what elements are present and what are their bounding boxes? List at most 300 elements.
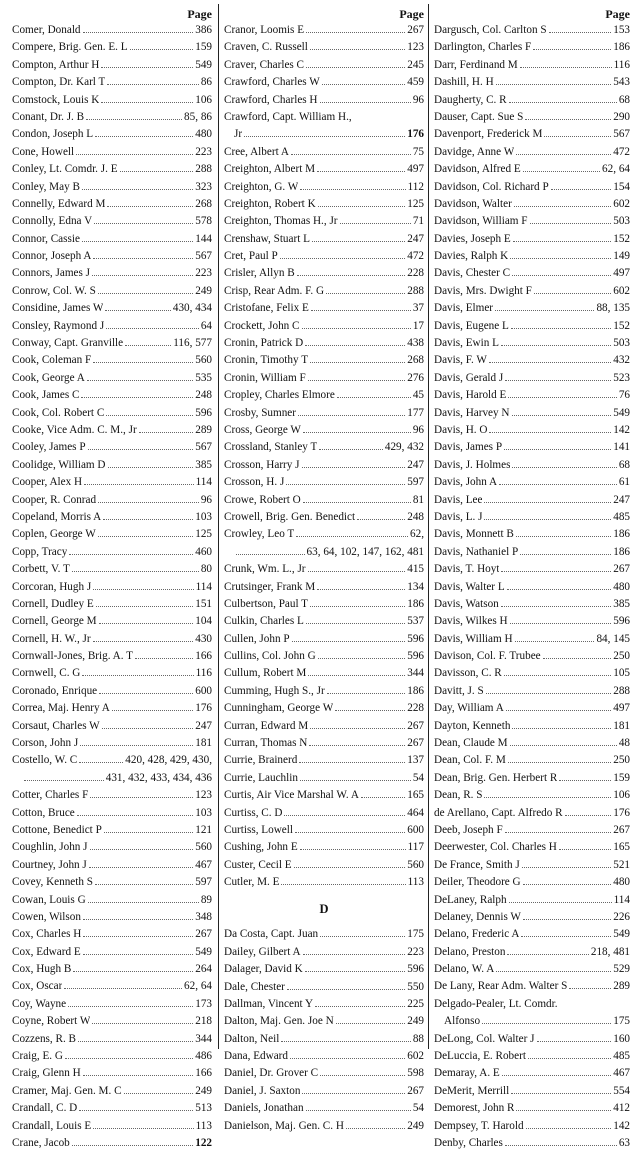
entry-page-number: 596	[407, 963, 424, 976]
index-entry	[224, 161, 424, 178]
entry-page-number: 186	[613, 528, 630, 541]
entry-name: Creighton, Albert M	[224, 163, 316, 176]
index-entry	[434, 1031, 630, 1048]
entry-page-number: 386	[195, 24, 212, 36]
entry-name: Cotton, Bruce	[12, 806, 75, 819]
dot-leader	[291, 154, 411, 155]
dot-leader	[83, 32, 194, 33]
entry-name: Crawford, Charles W	[224, 76, 320, 89]
index-entry	[224, 74, 424, 91]
entry-name: Cronin, Patrick D	[224, 337, 304, 350]
index-entry	[12, 387, 212, 404]
index-entry	[434, 109, 630, 126]
index-entry	[434, 926, 630, 943]
dot-leader	[92, 275, 193, 276]
entry-page-number: 567	[195, 441, 212, 454]
index-entry	[434, 422, 630, 439]
dot-leader	[310, 606, 405, 607]
index-entry	[434, 978, 630, 995]
index-entry	[224, 1048, 424, 1065]
index-entry	[434, 39, 630, 56]
entry-page-number: 181	[195, 737, 212, 750]
entry-page-number: 267	[195, 928, 212, 941]
entry-name: Conley, Lt. Comdr. J. E	[12, 163, 118, 176]
entry-page-number: 420, 428, 429, 430,	[125, 754, 212, 767]
index-entry	[224, 874, 424, 891]
dot-leader	[306, 1110, 411, 1111]
entry-name: Cone, Howell	[12, 145, 75, 158]
entry-name: DeLaney, Ralph	[434, 893, 507, 906]
dot-leader	[320, 936, 405, 937]
dot-leader	[320, 1075, 405, 1076]
entry-name: Davidge, Anne W	[434, 145, 515, 158]
entry-name: Connelly, Edward M	[12, 197, 106, 210]
entry-name: Craig, Glenn H	[12, 1067, 81, 1080]
entry-name: Davisson, C. R	[434, 667, 502, 680]
dot-leader	[523, 919, 611, 920]
entry-page-number: 267	[407, 24, 424, 36]
dot-leader	[559, 849, 611, 850]
dot-leader	[306, 67, 405, 68]
entry-name: Cozzens, R. B	[12, 1032, 77, 1045]
entry-page-number: 412	[613, 1102, 630, 1115]
dot-leader	[300, 189, 405, 190]
entry-page-number: 529	[613, 963, 630, 976]
index-entry	[434, 74, 630, 91]
entry-page-number: 76	[618, 389, 630, 402]
entry-page-number: 344	[407, 667, 424, 680]
entry-name: Davis, Elmer	[434, 302, 494, 315]
dot-leader	[504, 675, 611, 676]
dot-leader	[326, 293, 405, 294]
index-entry	[12, 213, 212, 230]
index-entry	[224, 770, 424, 787]
entry-page-number: 116, 577	[173, 337, 212, 350]
entry-page-number: 248	[195, 389, 212, 402]
index-entry	[12, 422, 212, 439]
dot-leader	[300, 849, 406, 850]
entry-page-number: 63, 64, 102, 147, 162, 481	[306, 545, 424, 558]
dot-leader	[551, 189, 612, 190]
entry-page-number: 472	[613, 145, 630, 158]
index-entry	[224, 196, 424, 213]
dot-leader	[537, 1041, 612, 1042]
dot-leader	[83, 1075, 194, 1076]
entry-page-number: 117	[407, 841, 424, 854]
index-entry	[434, 579, 630, 596]
dot-leader	[515, 641, 595, 642]
entry-name: Curtiss, Lowell	[224, 823, 293, 836]
dot-leader	[361, 797, 405, 798]
entry-page-number: 249	[195, 1084, 212, 1097]
entry-name: Compere, Brig. Gen. E. L	[12, 41, 128, 54]
entry-name: Davis, Ewin L	[434, 337, 499, 350]
dot-leader	[299, 762, 405, 763]
entry-name: Conant, Dr. J. B	[12, 110, 85, 123]
entry-name: Demaray, A. E	[434, 1067, 500, 1080]
dot-leader	[508, 397, 616, 398]
index-entry	[434, 300, 630, 317]
dot-leader	[72, 571, 199, 572]
index-entry	[12, 405, 212, 422]
entry-page-number: 144	[195, 232, 212, 245]
dot-leader	[83, 919, 193, 920]
index-entry	[224, 474, 424, 491]
entry-page-number: 223	[407, 945, 424, 958]
entry-page-number: 503	[613, 215, 630, 228]
dot-leader	[96, 606, 194, 607]
entry-name: Currie, Brainerd	[224, 754, 298, 767]
index-entry	[12, 961, 212, 978]
entry-page-number: 122	[195, 1137, 212, 1149]
index-entry	[12, 857, 212, 874]
dot-leader	[336, 1023, 406, 1024]
entry-name: Cottone, Benedict P	[12, 823, 102, 836]
index-entry	[434, 1100, 630, 1117]
index-entry	[434, 805, 630, 822]
entry-page-number: 114	[613, 893, 630, 906]
dot-leader	[90, 849, 194, 850]
dot-leader	[297, 275, 406, 276]
entry-name: Compton, Arthur H	[12, 58, 100, 71]
entry-page-number: 549	[195, 945, 212, 958]
entry-page-number: 543	[613, 76, 630, 89]
dot-leader	[504, 449, 611, 450]
index-entry	[224, 318, 424, 335]
dot-leader	[86, 119, 182, 120]
entry-name: Crosby, Sumner	[224, 406, 296, 419]
entry-name: Culbertson, Paul T	[224, 597, 309, 610]
entry-name: Considine, James W	[12, 302, 104, 315]
index-entry	[434, 526, 630, 543]
dot-leader	[94, 223, 193, 224]
entry-page-number: 121	[195, 823, 212, 836]
entry-page-number: 247	[407, 232, 424, 245]
entry-page-number: 497	[613, 702, 630, 715]
section-heading: D	[319, 901, 329, 916]
entry-name: Cumming, Hugh S., Jr	[224, 684, 325, 697]
dot-leader	[82, 189, 193, 190]
index-entry	[12, 492, 212, 509]
entry-page-number: 176	[195, 702, 212, 715]
entry-name: Delano, Frederic A	[434, 928, 520, 941]
entry-name: Danielson, Maj. Gen. C. H	[224, 1119, 344, 1132]
dot-leader	[302, 328, 411, 329]
entry-page-number: 344	[195, 1032, 212, 1045]
entry-name: Dallman, Vincent Y	[224, 997, 314, 1010]
entry-page-number: 550	[407, 980, 424, 993]
entry-page-number: 218, 481	[590, 945, 630, 958]
entry-page-number: 288	[407, 284, 424, 297]
entry-name: Davidson, Alfred E	[434, 163, 521, 176]
index-entry-continuation	[12, 770, 212, 787]
dot-leader	[88, 902, 199, 903]
index-entry	[224, 787, 424, 804]
dot-leader	[357, 519, 405, 520]
index-entry-continuation	[434, 1013, 630, 1030]
entry-name: Dalton, Neil	[224, 1032, 280, 1045]
entry-name: Cret, Paul P	[224, 250, 278, 263]
dot-leader	[501, 571, 611, 572]
entry-page-number: 513	[195, 1102, 212, 1115]
dot-leader	[302, 467, 406, 468]
dot-leader	[337, 397, 411, 398]
dot-leader	[87, 380, 193, 381]
index-entry	[224, 822, 424, 839]
entry-page-number: 105	[613, 667, 630, 680]
entry-page-number: 247	[407, 458, 424, 471]
index-entry	[12, 300, 212, 317]
index-entry	[224, 857, 424, 874]
dot-leader	[489, 432, 611, 433]
entry-page-number: 497	[613, 267, 630, 280]
index-entry	[12, 352, 212, 369]
entry-name: Cox, Hugh B	[12, 963, 72, 976]
index-entry	[12, 265, 212, 282]
entry-page-number: 186	[613, 41, 630, 54]
entry-page-number: 596	[407, 632, 424, 645]
index-entry	[12, 839, 212, 856]
entry-page-number: 153	[613, 24, 630, 36]
entry-name: Crane, Jacob	[12, 1137, 70, 1149]
index-entry	[12, 57, 212, 74]
entry-page-number: 86	[200, 76, 212, 89]
index-entry	[12, 996, 212, 1013]
entry-page-number: 485	[613, 1050, 630, 1063]
index-entry	[224, 300, 424, 317]
index-entry	[12, 544, 212, 561]
dot-leader	[310, 362, 405, 363]
index-entry	[434, 387, 630, 404]
entry-name: Cornell, H. W., Jr	[12, 632, 91, 645]
dot-leader	[108, 467, 194, 468]
dot-leader	[64, 988, 182, 989]
entry-name: Daniel, J. Saxton	[224, 1084, 301, 1097]
dot-leader	[512, 275, 611, 276]
entry-page-number: 431, 432, 433, 434, 436	[105, 771, 212, 784]
dot-leader	[83, 954, 194, 955]
dot-leader	[318, 206, 406, 207]
entry-name: Davidson, Walter	[434, 197, 512, 210]
index-entry	[224, 39, 424, 56]
entry-name: Day, William A	[434, 702, 504, 715]
entry-name: DeMerit, Merrill	[434, 1084, 510, 1097]
index-entry	[12, 370, 212, 387]
entry-page-number: 54	[412, 1102, 424, 1115]
dot-leader	[512, 467, 616, 468]
index-entry	[224, 683, 424, 700]
entry-name: Davidson, William F	[434, 215, 528, 228]
entry-page-number: 549	[613, 928, 630, 941]
entry-name: Cook, Col. Robert C	[12, 406, 105, 419]
entry-page-number: 560	[195, 841, 212, 854]
entry-page-number: 123	[195, 789, 212, 802]
entry-name: Cowan, Louis G	[12, 893, 86, 906]
dot-leader	[139, 432, 194, 433]
column-divider	[428, 4, 429, 1049]
index-entry	[434, 405, 630, 422]
entry-page-number: 125	[195, 528, 212, 541]
dot-leader	[302, 1093, 405, 1094]
entry-name: Connor, Joseph A	[12, 250, 92, 263]
entry-name: Corsaut, Charles W	[12, 719, 100, 732]
entry-page-number: 288	[195, 163, 212, 176]
entry-name: Dargusch, Col. Carlton S	[434, 24, 547, 36]
entry-page-number: 113	[407, 876, 424, 889]
entry-page-number: 186	[613, 545, 630, 558]
entry-page-number: 247	[195, 719, 212, 732]
entry-name: Compton, Dr. Karl T	[12, 76, 106, 89]
index-entry	[224, 92, 424, 109]
dot-leader	[296, 536, 408, 537]
entry-name: Dale, Chester	[224, 980, 285, 993]
entry-name: Davis, H. O	[434, 423, 488, 436]
entry-page-number: 264	[195, 963, 212, 976]
index-entry	[434, 179, 630, 196]
index-entry	[434, 665, 630, 682]
dot-leader	[107, 206, 193, 207]
entry-page-number: 114	[195, 580, 212, 593]
index-entry	[12, 457, 212, 474]
dot-leader	[93, 641, 194, 642]
dot-leader	[534, 293, 611, 294]
entry-page-number: 521	[613, 858, 630, 871]
index-entry	[12, 735, 212, 752]
index-column-2	[224, 6, 424, 1135]
index-entry	[12, 718, 212, 735]
dot-leader	[543, 658, 612, 659]
dot-leader	[107, 84, 198, 85]
entry-name: Coolidge, William D	[12, 458, 106, 471]
entry-name: Dailey, Gilbert A	[224, 945, 301, 958]
entry-page-number: 249	[407, 1119, 424, 1132]
dot-leader	[303, 502, 411, 503]
entry-page-number: 104	[195, 615, 212, 628]
entry-page-number: 248	[407, 510, 424, 523]
index-entry	[12, 439, 212, 456]
entry-page-number: 268	[407, 354, 424, 367]
entry-page-number: 276	[407, 371, 424, 384]
entry-page-number: 597	[195, 876, 212, 889]
entry-name: Delano, Preston	[434, 945, 506, 958]
entry-page-number: 177	[407, 406, 424, 419]
entry-name: Davenport, Frederick M	[434, 128, 543, 141]
entry-name: Davis, Wilkes H	[434, 615, 508, 628]
entry-page-number: 63	[618, 1137, 630, 1149]
index-entry	[434, 874, 630, 891]
entry-name: Crockett, John C	[224, 319, 300, 332]
entry-page-number: 567	[613, 128, 630, 141]
entry-name: Conley, May B	[12, 180, 80, 193]
dot-leader	[244, 136, 405, 137]
entry-page-number: 142	[613, 1119, 630, 1132]
dot-leader	[104, 832, 193, 833]
dot-leader	[505, 380, 611, 381]
index-entry	[224, 283, 424, 300]
entry-name: de Arellano, Capt. Alfredo R	[434, 806, 563, 819]
dot-leader	[294, 867, 406, 868]
index-entry	[434, 457, 630, 474]
dot-leader	[317, 171, 405, 172]
entry-name: Cooper, Alex H	[12, 476, 83, 489]
entry-name: Crosson, Harry J	[224, 458, 300, 471]
entry-name: Crossland, Stanley T	[224, 441, 318, 454]
index-entry	[224, 961, 424, 978]
index-entry	[224, 752, 424, 769]
entry-name: Cox, Edward E	[12, 945, 81, 958]
dot-leader	[93, 362, 193, 363]
dot-leader	[327, 693, 406, 694]
index-entry	[224, 231, 424, 248]
index-entry	[224, 926, 424, 943]
index-entry	[434, 318, 630, 335]
index-entry	[224, 352, 424, 369]
index-entry	[224, 1118, 424, 1135]
entry-page-number: 228	[407, 267, 424, 280]
entry-name: Cook, George A	[12, 371, 85, 384]
index-entry	[12, 596, 212, 613]
entry-name: Consley, Raymond J	[12, 319, 105, 332]
entry-name: Davis, L. J	[434, 510, 483, 523]
entry-name: Cornwall-Jones, Brig. A. T	[12, 650, 133, 663]
dot-leader	[506, 710, 611, 711]
dot-leader	[98, 293, 193, 294]
index-entry	[224, 979, 424, 996]
index-entry	[224, 457, 424, 474]
dot-leader	[308, 380, 406, 381]
dot-leader	[516, 536, 611, 537]
entry-name: Davies, Joseph E	[434, 232, 511, 245]
index-entry	[12, 74, 212, 91]
index-entry	[224, 1083, 424, 1100]
entry-name: Crandall, Louis E	[12, 1119, 92, 1132]
index-entry	[12, 1048, 212, 1065]
entry-name: Condon, Joseph L	[12, 128, 94, 141]
dot-leader	[82, 241, 193, 242]
index-entry	[434, 752, 630, 769]
dot-leader	[281, 1041, 411, 1042]
entry-name: Covey, Kenneth S	[12, 876, 93, 889]
index-entry	[224, 579, 424, 596]
entry-name: Craven, C. Russell	[224, 41, 308, 54]
entry-name: Davis, Mrs. Dwight F	[434, 284, 532, 297]
entry-name: Cullum, Robert M	[224, 667, 307, 680]
entry-name: Dean, R. S	[434, 789, 483, 802]
index-entry	[434, 92, 630, 109]
entry-name: Culkin, Charles L	[224, 615, 304, 628]
index-entry	[12, 648, 212, 665]
dot-leader	[303, 432, 411, 433]
index-entry	[224, 144, 424, 161]
dot-leader	[508, 762, 611, 763]
entry-name: Crawford, Charles H	[224, 93, 318, 106]
entry-name: Cooley, James P	[12, 441, 86, 454]
index-entry	[12, 1031, 212, 1048]
dot-leader	[287, 989, 405, 990]
dot-leader	[295, 832, 405, 833]
index-entry	[224, 439, 424, 456]
dot-leader	[101, 67, 193, 68]
entry-name: Coy, Wayne	[12, 997, 67, 1010]
index-entry	[434, 770, 630, 787]
entry-page-number: 68	[618, 458, 630, 471]
entry-page-number: 289	[195, 423, 212, 436]
entry-page-number: 165	[407, 789, 424, 802]
entry-page-number: 598	[407, 1067, 424, 1080]
entry-name: Conrow, Col. W. S	[12, 284, 96, 297]
dot-leader	[89, 867, 193, 868]
index-entry	[12, 1013, 212, 1030]
